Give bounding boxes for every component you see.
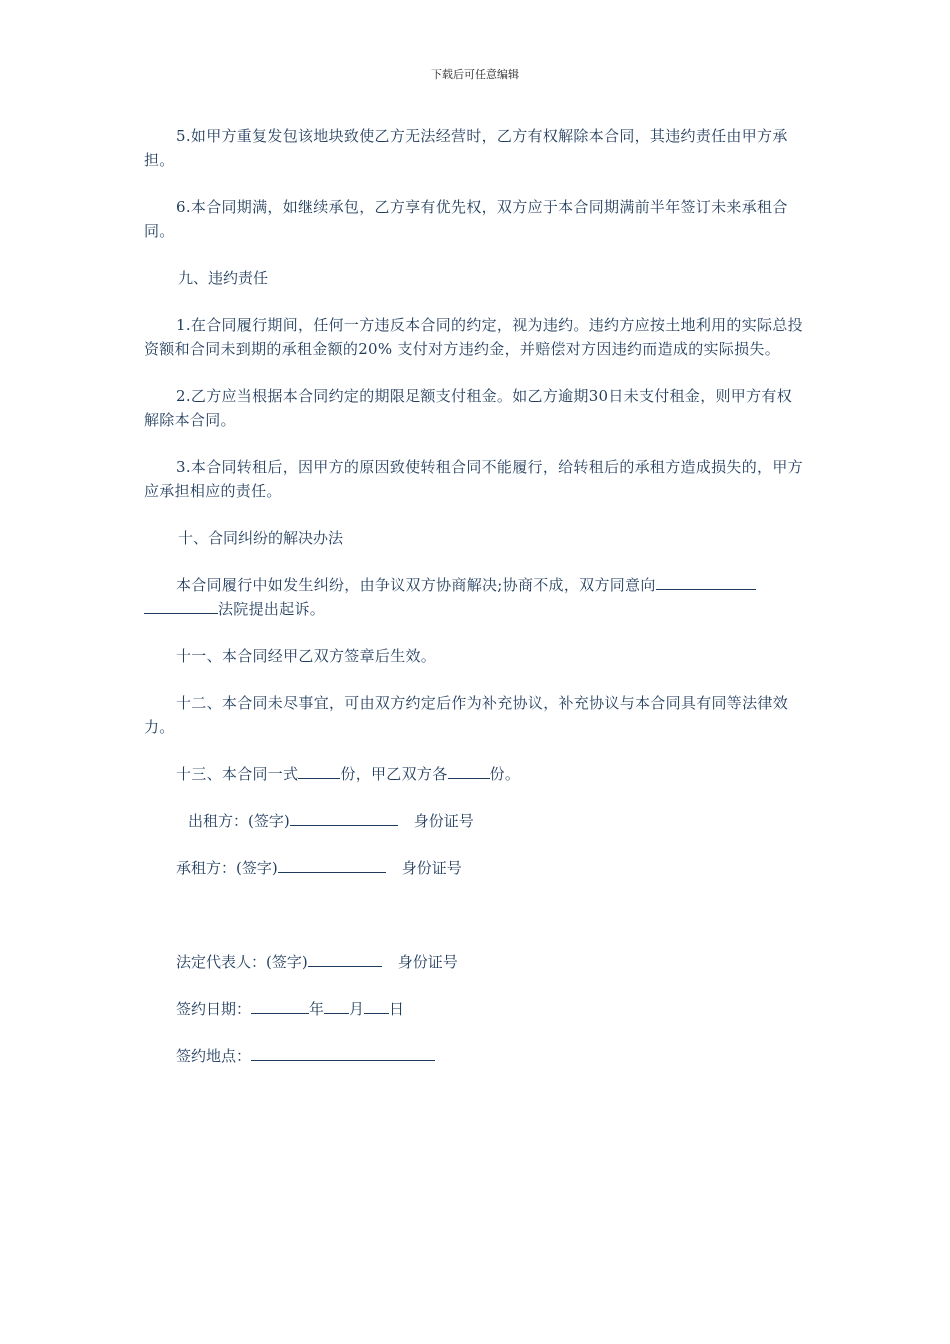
clause-9-3: 3.本合同转租后，因甲方的原因致使转租合同不能履行，给转租后的承租方造成损失的，甲方应承担相应的责任。: [144, 458, 803, 500]
lessee-label: 承租方：(签字): [176, 859, 278, 877]
signing-place-blank: [251, 1044, 435, 1061]
year-blank: [251, 997, 309, 1014]
lessor-label: 出租方：(签字): [188, 812, 290, 830]
lessee-signature-line: [144, 856, 804, 880]
lessor-signature-blank: [290, 809, 398, 826]
clause-11: 十一、本合同经甲乙双方签章后生效。: [176, 647, 437, 665]
year-label: 年: [309, 1000, 325, 1018]
month-blank: [324, 997, 349, 1014]
clause-9-2: 2.乙方应当根据本合同约定的期限足额支付租金。如乙方逾期30日未支付租金，则甲方有权解除本合同。: [144, 387, 793, 429]
signing-date-label: 签约日期：: [176, 1000, 252, 1018]
clause-9-1: 1.在合同履行期间，任何一方违反本合同的约定，视为违约。违约方应按土地利用的实际总投资额和合同未到期的承租金额的20% 支付对方违约金，并赔偿对方因违约而造成的实际损失。: [144, 316, 803, 358]
lessee-id-label: 身份证号: [401, 859, 462, 877]
representative-signature-blank: [308, 950, 382, 967]
day-label: 日: [389, 1000, 405, 1018]
copies-each-blank: [448, 762, 490, 779]
clause-10-text-a: 本合同履行中如发生纠纷，由争议双方协商解决;协商不成，双方同意向: [176, 576, 656, 594]
document-body: [144, 124, 804, 1091]
clause-13-text-a: 十三、本合同一式: [176, 765, 299, 783]
page-header: 下载后可任意编辑: [431, 68, 519, 81]
lessor-signature-line: [144, 809, 804, 833]
clause-13-text-c: 份。: [489, 765, 521, 783]
representative-label: 法定代表人：(签字): [176, 953, 308, 971]
signing-place-line: [144, 1044, 804, 1068]
section-10-heading: 十、合同纠纷的解决办法: [178, 529, 344, 547]
clause-8-5: 5.如甲方重复发包该地块致使乙方无法经营时，乙方有权解除本合同，其违约责任由甲方承担。: [144, 127, 788, 169]
signing-date-line: [144, 997, 804, 1021]
clause-13: [144, 762, 804, 786]
copies-blank: [298, 762, 340, 779]
representative-signature-line: [144, 950, 804, 974]
month-label: 月: [349, 1000, 365, 1018]
clause-10-text: [144, 573, 804, 621]
signing-place-label: 签约地点：: [176, 1047, 252, 1065]
representative-id-label: 身份证号: [397, 953, 458, 971]
section-9-heading: 九、违约责任: [178, 269, 269, 287]
court-blank-line-2: [144, 597, 218, 614]
day-blank: [364, 997, 389, 1014]
lessee-signature-blank: [278, 856, 386, 873]
court-blank-line: [656, 573, 756, 590]
clause-12: 十二、本合同未尽事宜，可由双方约定后作为补充协议，补充协议与本合同具有同等法律效力。: [144, 694, 789, 736]
clause-8-6: 6.本合同期满，如继续承包，乙方享有优先权，双方应于本合同期满前半年签订未来承租合同。: [144, 198, 788, 240]
signature-spacer: [144, 903, 804, 950]
lessor-id-label: 身份证号: [413, 812, 474, 830]
clause-13-text-b: 份，甲乙双方各: [340, 765, 448, 783]
clause-10-text-b: 法院提出起诉。: [218, 600, 326, 618]
